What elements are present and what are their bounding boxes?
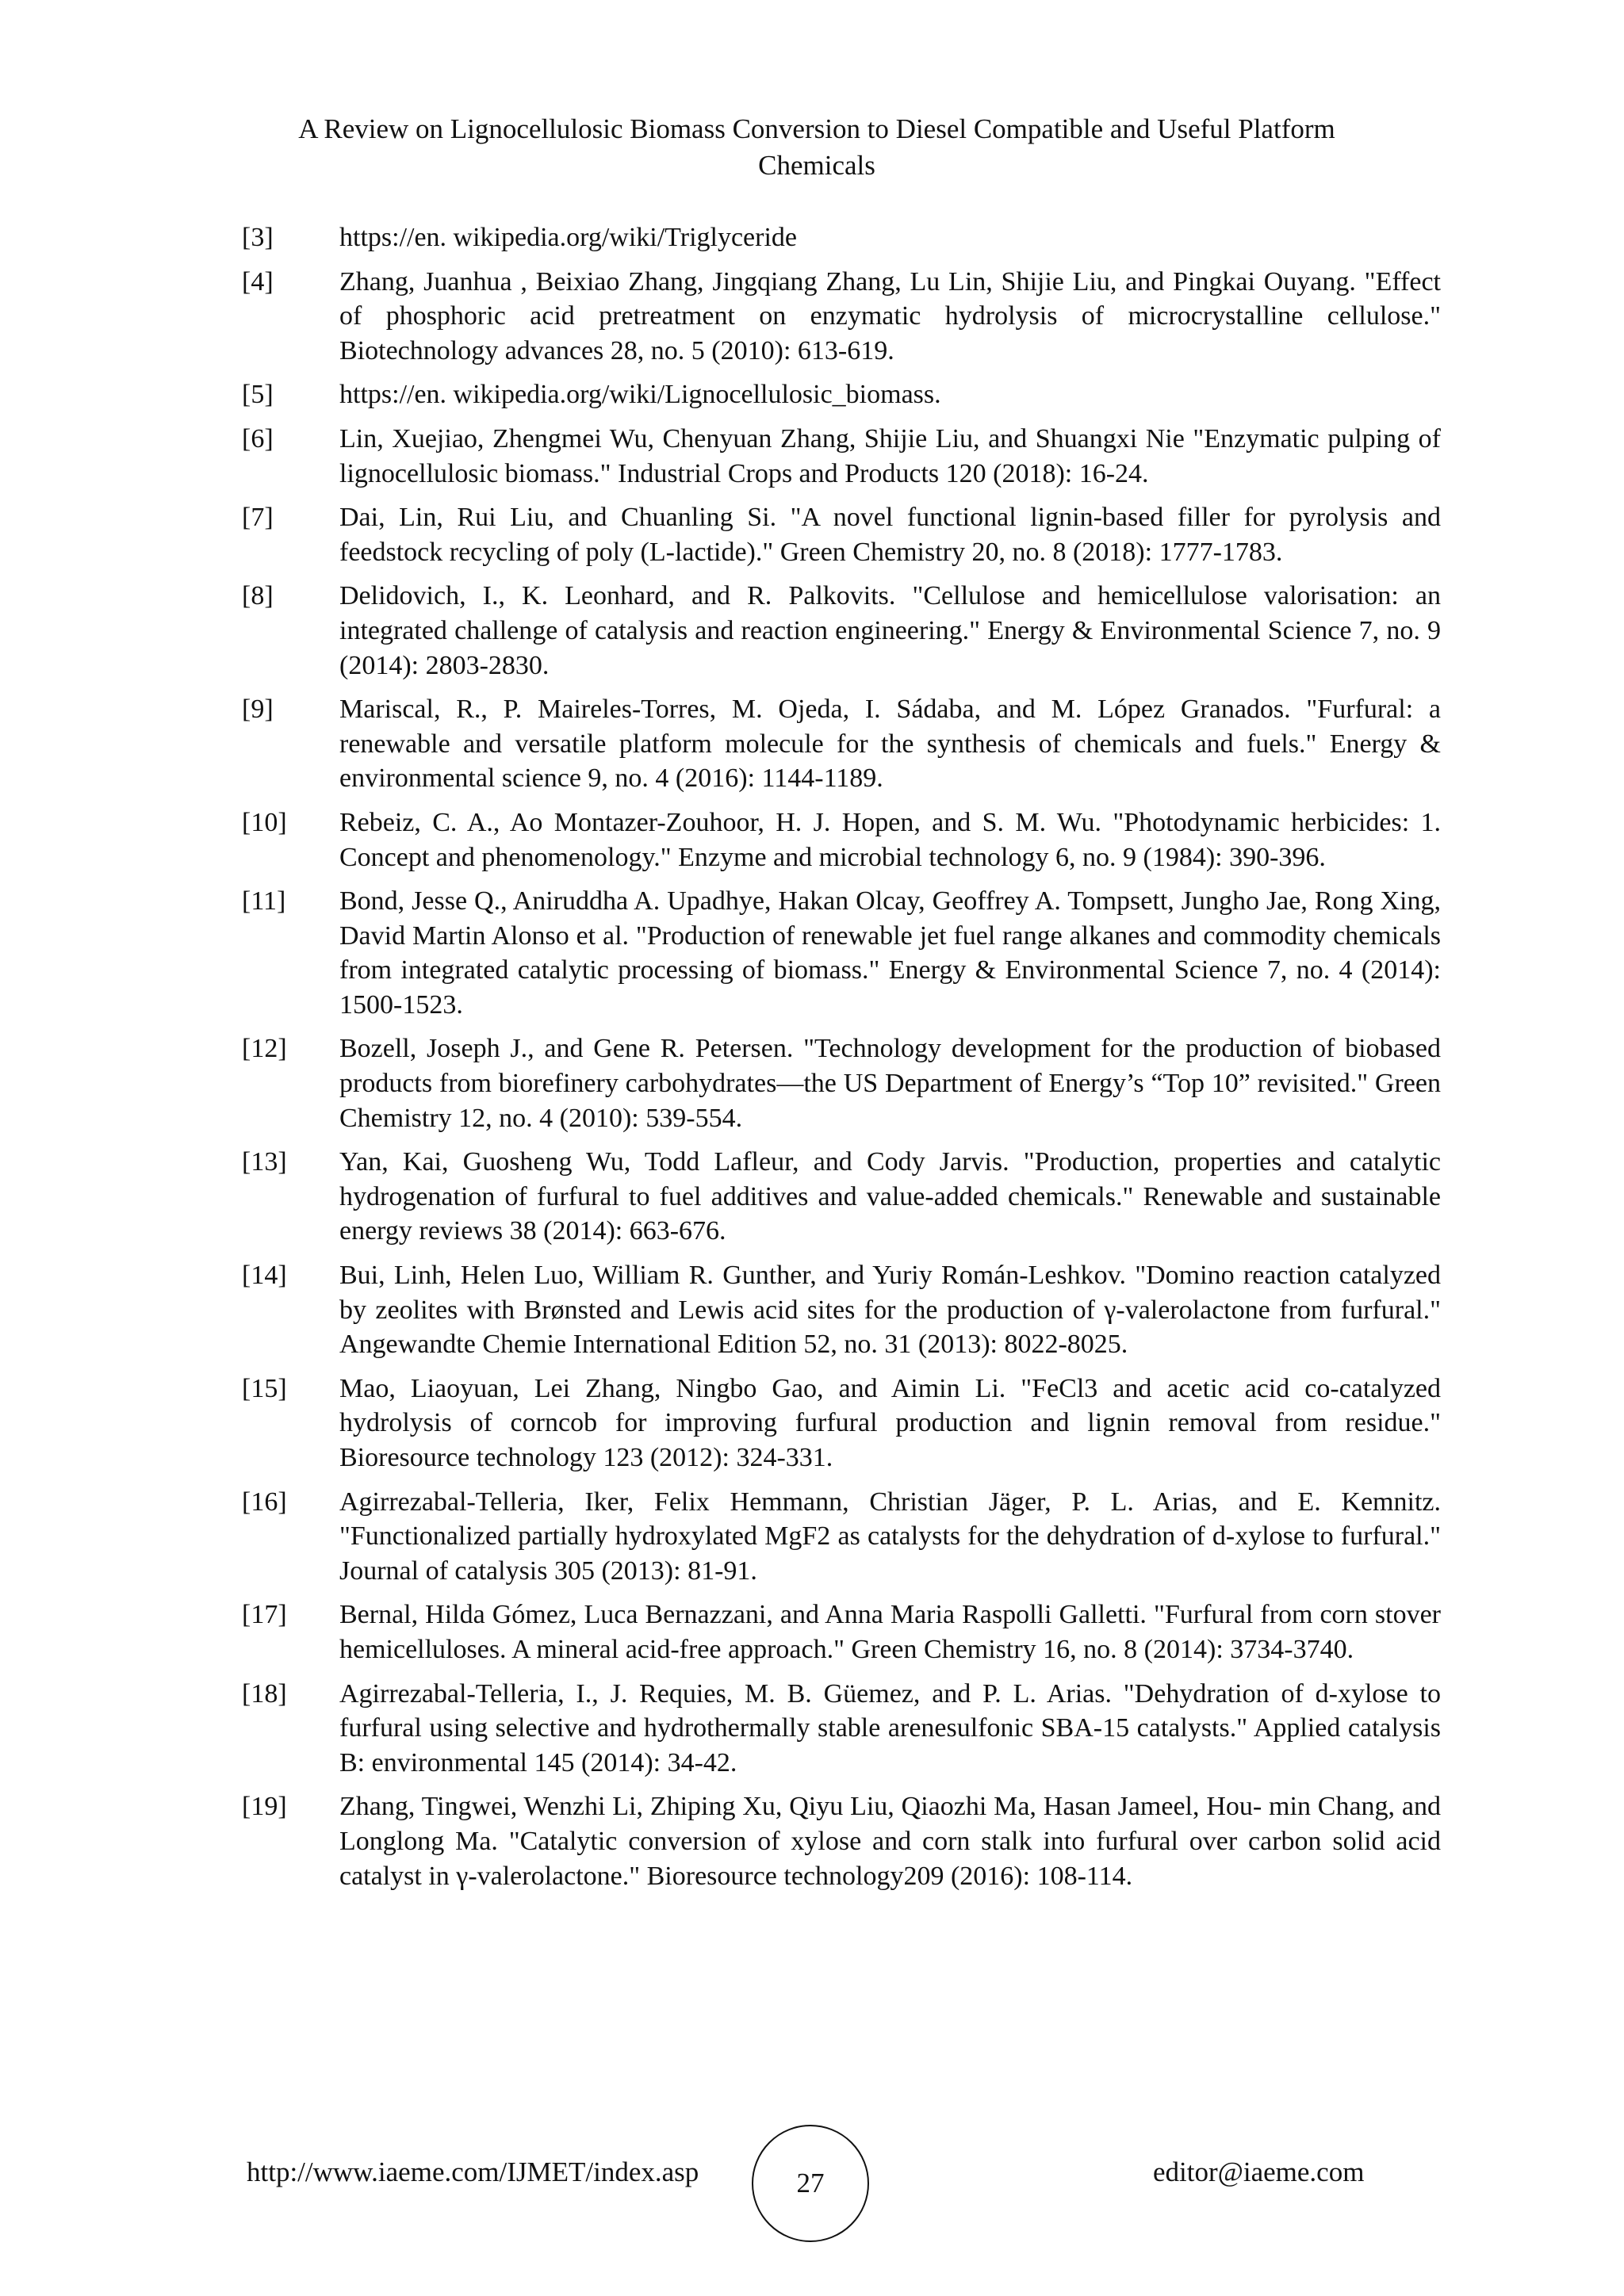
- reference-text: Bernal, Hilda Gómez, Luca Bernazzani, and Anna Maria Raspolli Galletti. "Furfural from corn stover hemicelluloses. A mineral acid-free approach." Green Chemistry 16, no. 8 (2014): 3734-3740.: [339, 1600, 1441, 1664]
- reference-number: [12]: [242, 1034, 287, 1064]
- reference-item: [242, 884, 1441, 1022]
- reference-item: [242, 265, 1441, 369]
- reference-number: [5]: [242, 380, 274, 410]
- reference-text: Bui, Linh, Helen Luo, William R. Gunther, and Yuriy Román-Leshkov. "Domino reaction catalyzed by zeolites with Brønsted and Lewis acid sites for the production of γ-valerolactone from furfural." Angewandte Chemie International Edition 52, no. 31 (2013): 8022-8025.: [339, 1261, 1441, 1360]
- reference-item: [242, 692, 1441, 796]
- reference-number: [17]: [242, 1600, 287, 1630]
- reference-number: [15]: [242, 1373, 287, 1403]
- page-footer: [0, 2125, 1624, 2220]
- reference-number: [16]: [242, 1487, 287, 1517]
- reference-text: Lin, Xuejiao, Zhengmei Wu, Chenyuan Zhang, Shijie Liu, and Shuangxi Nie "Enzymatic pulping of lignocellulosic biomass." Industrial Crops and Products 120 (2018): 16-24.: [339, 423, 1441, 488]
- reference-item: [242, 377, 1441, 412]
- reference-number: [9]: [242, 695, 274, 725]
- reference-text: Bond, Jesse Q., Aniruddha A. Upadhye, Hakan Olcay, Geoffrey A. Tompsett, Jungho Jae, Rong Xing, David Martin Alonso et al. "Production of renewable jet fuel range alkanes and commodity chemicals from integrated catalytic processing of biomass." Energy & Environmental Science 7, no. 4 (2014): 1500-1523.: [339, 886, 1441, 1020]
- reference-item: [242, 1145, 1441, 1249]
- running-header: [238, 111, 1396, 184]
- reference-text: Yan, Kai, Guosheng Wu, Todd Lafleur, and Cody Jarvis. "Production, properties and catalytic hydrogenation of furfural to fuel additives and value-added chemicals." Renewable and sustainable energy reviews 38 (2014): 663-676.: [339, 1147, 1441, 1246]
- reference-item: [242, 1258, 1441, 1362]
- reference-number: [18]: [242, 1678, 287, 1709]
- reference-number: [7]: [242, 503, 274, 533]
- reference-number: [8]: [242, 581, 274, 611]
- reference-text: Agirrezabal-Telleria, I., J. Requies, M. B. Güemez, and P. L. Arias. "Dehydration of d-xylose to furfural using selective and hydrothermally stable arenesulfonic SBA-15 catalysts." Applied catalysis B: environmental 145 (2014): 34-42.: [339, 1678, 1441, 1777]
- reference-number: [13]: [242, 1147, 287, 1177]
- reference-text: Rebeiz, C. A., Ao Montazer-Zouhoor, H. J. Hopen, and S. M. Wu. "Photodynamic herbicides: 1. Concept and phenomenology." Enzyme and microbial technology 6, no. 9 (1984): 390-396.: [339, 807, 1441, 872]
- reference-text: Mariscal, R., P. Maireles-Torres, M. Ojeda, I. Sádaba, and M. López Granados. "Furfural: a renewable and versatile platform molecule for the synthesis of chemicals and fuels." Energy & environmental science 9, no. 4 (2016): 1144-1189.: [339, 695, 1441, 794]
- reference-text: Delidovich, I., K. Leonhard, and R. Palkovits. "Cellulose and hemicellulose valorisation: an integrated challenge of catalysis and reaction engineering." Energy & Environmental Science 7, no. 9 (2014): 2803-2830.: [339, 581, 1441, 680]
- reference-number: [11]: [242, 886, 286, 916]
- reference-number: [6]: [242, 423, 274, 453]
- reference-number: [10]: [242, 807, 287, 837]
- reference-item: [242, 806, 1441, 874]
- reference-text: https://en. wikipedia.org/wiki/Triglyceride: [339, 223, 798, 252]
- reference-item: [242, 422, 1441, 491]
- reference-item: [242, 1598, 1441, 1667]
- page-number: 27: [796, 2168, 825, 2198]
- reference-list: [242, 220, 1441, 1903]
- reference-number: [3]: [242, 223, 274, 252]
- reference-item: [242, 500, 1441, 569]
- footer-email: editor@iaeme.com: [1153, 2156, 1365, 2187]
- reference-text: Mao, Liaoyuan, Lei Zhang, Ningbo Gao, and Aimin Li. "FeCl3 and acetic acid co-catalyzed hydrolysis of corncob for improving furfural production and lignin removal from residue." Bioresource technology 123 (2012): 324-331.: [339, 1373, 1441, 1472]
- reference-text: https://en. wikipedia.org/wiki/Lignocellulosic_biomass.: [339, 380, 941, 410]
- reference-item: [242, 220, 1441, 255]
- reference-item: [242, 1789, 1441, 1893]
- reference-item: [242, 1372, 1441, 1475]
- reference-item: [242, 579, 1441, 683]
- reference-number: [14]: [242, 1261, 287, 1291]
- reference-item: [242, 1677, 1441, 1781]
- footer-url: http://www.iaeme.com/IJMET/index.asp: [247, 2156, 699, 2187]
- reference-item: [242, 1485, 1441, 1589]
- reference-text: Zhang, Juanhua , Beixiao Zhang, Jingqiang Zhang, Lu Lin, Shijie Liu, and Pingkai Ouyang. "Effect of phosphoric acid pretreatment on enzymatic hydrolysis of microcrystalline cellulose." Biotechnology advances 28, no. 5 (2010): 613-619.: [339, 266, 1441, 365]
- reference-text: Bozell, Joseph J., and Gene R. Petersen. "Technology development for the production of biobased products from biorefinery carbohydrates—the US Department of Energy’s “Top 10” revisited." Green Chemistry 12, no. 4 (2010): 539-554.: [339, 1034, 1441, 1133]
- page-number-circle: [752, 2125, 869, 2242]
- reference-text: Dai, Lin, Rui Liu, and Chuanling Si. "A novel functional lignin-based filler for pyrolysis and feedstock recycling of poly (L-lactide)." Green Chemistry 20, no. 8 (2018): 1777-1783.: [339, 503, 1441, 567]
- header-title: A Review on Lignocellulosic Biomass Conversion to Diesel Compatible and Useful Platform Chemicals: [298, 113, 1335, 181]
- reference-text: Agirrezabal-Telleria, Iker, Felix Hemmann, Christian Jäger, P. L. Arias, and E. Kemnitz. "Functionalized partially hydroxylated MgF2 as catalysts for the dehydration of d-xylose to furfural." Journal of catalysis 305 (2013): 81-91.: [339, 1487, 1441, 1586]
- reference-item: [242, 1031, 1441, 1135]
- reference-number: [19]: [242, 1792, 287, 1822]
- reference-text: Zhang, Tingwei, Wenzhi Li, Zhiping Xu, Qiyu Liu, Qiaozhi Ma, Hasan Jameel, Hou- min Chang, and Longlong Ma. "Catalytic conversion of xylose and corn stalk into furfural over carbon solid acid catalyst in γ-valerolactone." Bioresource technology209 (2016): 108-114.: [339, 1792, 1441, 1891]
- reference-number: [4]: [242, 266, 274, 297]
